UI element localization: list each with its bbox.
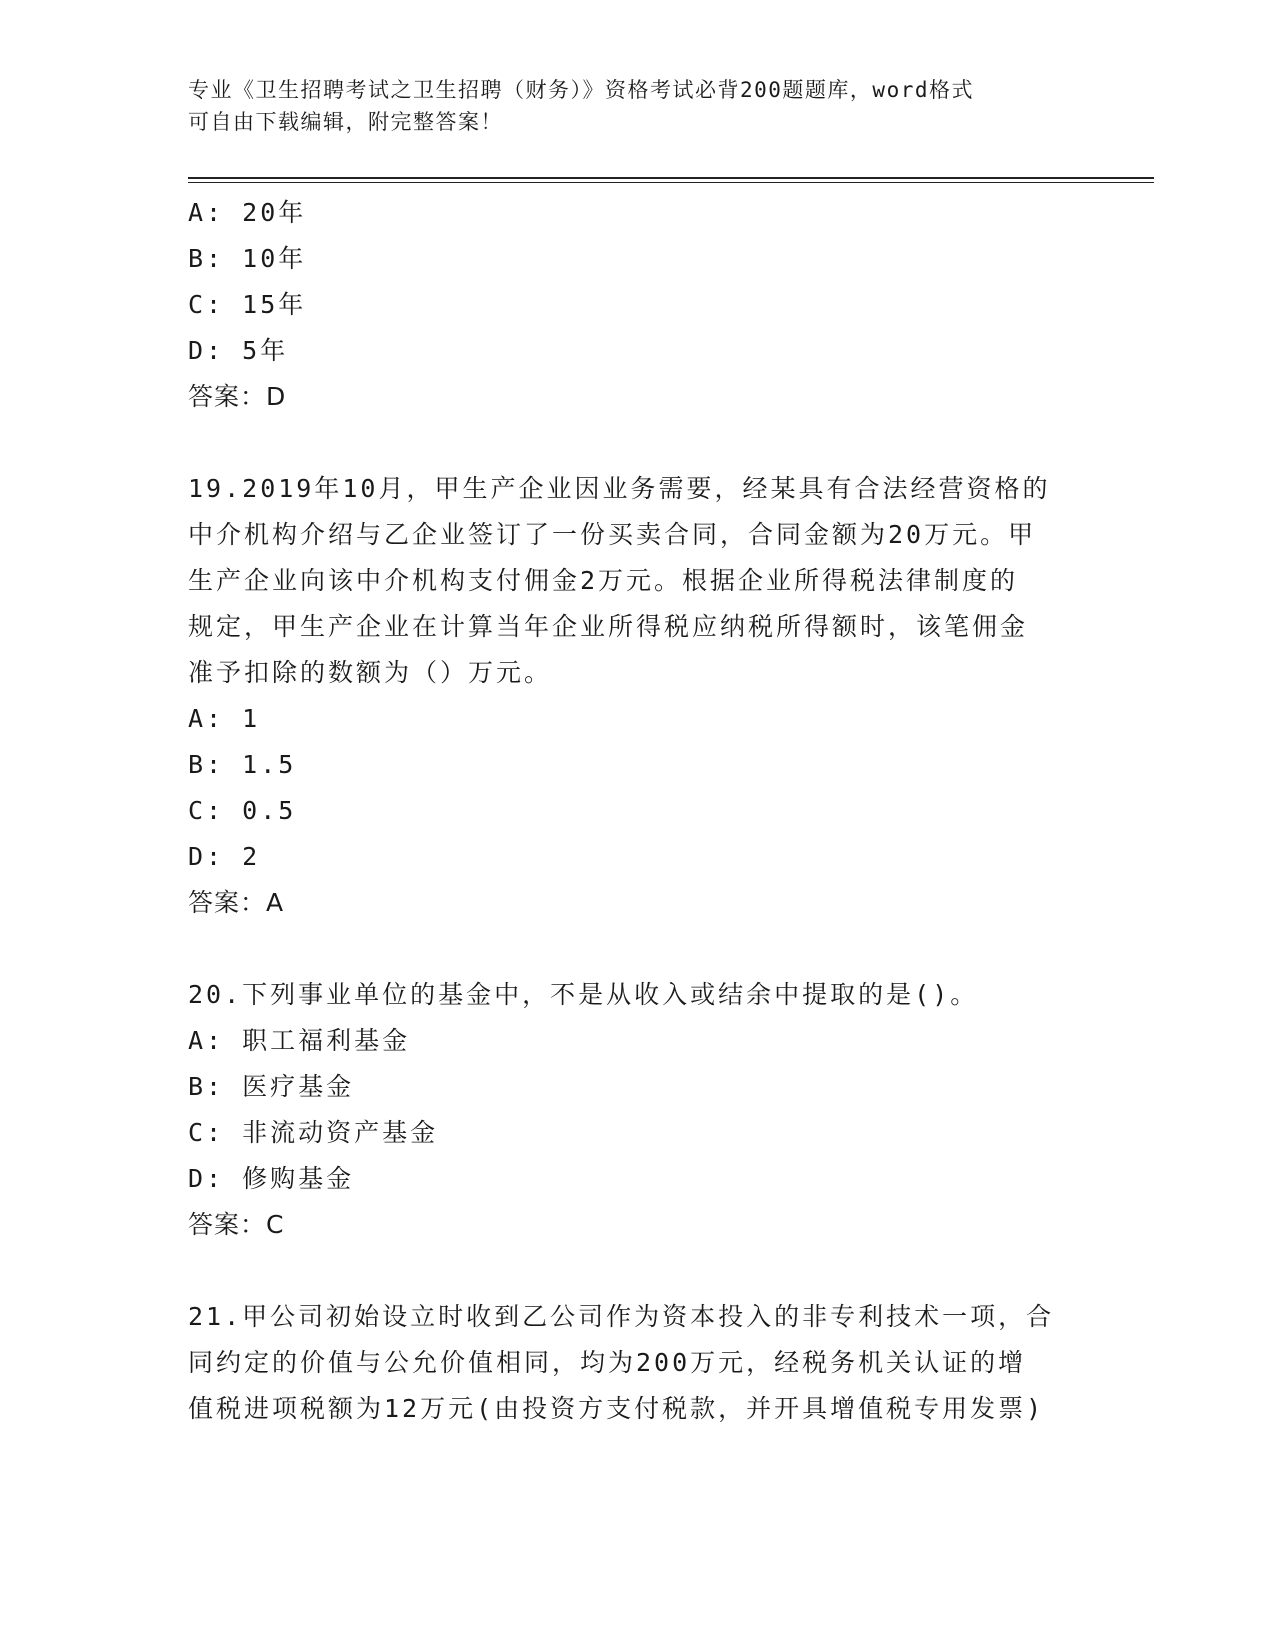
q19-stem-line-3: 生产企业向该中介机构支付佣金2万元。根据企业所得税法律制度的 [188,566,1019,595]
q20-option-d: D: 修购基金 [188,1164,355,1193]
question-20 [188,972,1088,1248]
q20-stem-line-1: 20.下列事业单位的基金中，不是从收入或结余中提取的是()。 [188,980,979,1009]
q19-option-c: C: 0.5 [188,796,297,825]
q21-stem-line-2: 同约定的价值与公允价值相同，均为200万元，经税务机关认证的增 [188,1348,1027,1377]
spacer [188,420,1088,466]
q20-option-c: C: 非流动资产基金 [188,1118,439,1147]
question-content [188,190,1088,1432]
q18-option-b: B: 10年 [188,244,307,273]
q21-stem-line-3: 值税进项税额为12万元(由投资方支付税款，并开具增值税专用发票) [188,1394,1045,1423]
question-21 [188,1294,1088,1432]
q19-answer: 答案：A [188,888,285,917]
q18-option-d: D: 5年 [188,336,289,365]
q19-option-d: D: 2 [188,842,261,871]
q19-option-a: A: 1 [188,704,261,733]
spacer [188,926,1088,972]
header-line-1: 专业《卫生招聘考试之卫生招聘（财务）》资格考试必背200题题库，word格式 [188,78,974,102]
header-divider-thick [188,177,1154,179]
q21-stem-line-1: 21.甲公司初始设立时收到乙公司作为资本投入的非专利技术一项，合 [188,1302,1055,1331]
q18-answer: 答案：D [188,382,287,411]
q20-option-b: B: 医疗基金 [188,1072,355,1101]
header-divider-thin [188,182,1154,183]
q19-stem-line-2: 中介机构介绍与乙企业签订了一份买卖合同，合同金额为20万元。甲 [188,520,1037,549]
question-19 [188,466,1088,926]
q19-option-b: B: 1.5 [188,750,297,779]
q19-stem-line-5: 准予扣除的数额为（）万元。 [188,658,553,687]
q18-option-c: C: 15年 [188,290,307,319]
q20-answer: 答案：C [188,1210,285,1239]
spacer [188,1248,1088,1294]
q19-stem-line-4: 规定，甲生产企业在计算当年企业所得税应纳税所得额时，该笔佣金 [188,612,1029,641]
question-18 [188,190,1088,420]
q18-option-a: A: 20年 [188,198,307,227]
q19-stem-line-1: 19.2019年10月，甲生产企业因业务需要，经某具有合法经营资格的 [188,474,1051,503]
header-line-2: 可自由下载编辑，附完整答案！ [188,110,503,134]
document-header [188,74,1068,138]
q20-option-a: A: 职工福利基金 [188,1026,411,1055]
